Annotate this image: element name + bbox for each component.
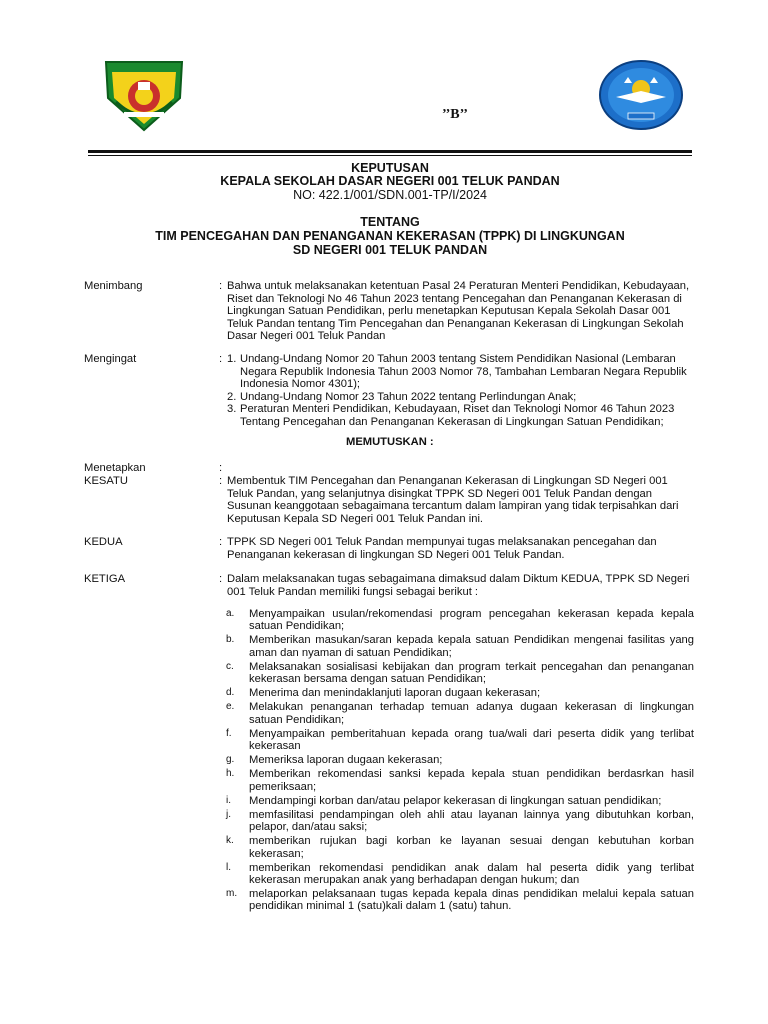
function-item: e. Melakukan penanganan terhadap temuan adanya dugaan kekerasan di lingkungan satuan Pendidikan; [226, 701, 694, 726]
mengingat-label: Mengingat [84, 353, 137, 365]
kedua-colon: : [219, 536, 223, 548]
menetapkan-label: Menetapkan [84, 462, 146, 474]
kesatu-text: Membentuk TIM Pencegahan dan Penanganan Kekerasan di Lingkungan SD Negeri 001 Teluk Pandan, yang selanjutnya disingkat TPPK SD Negeri 001 Teluk Pandan dengan Susunan keanggotaan sebagaimana tercantum dalam lampiran yang tidak terpisahkan dari Keputusan Kepala SD Negeri 001 Teluk Pandan ini. [227, 475, 679, 525]
decree-number: NO: 422.1/001/SDN.001-TP/I/2024 [293, 188, 487, 202]
kesatu-colon: : [219, 475, 223, 487]
function-item: k. memberikan rujukan bagi korban ke layanan sesuai dengan kebutuhan korban kekerasan; [226, 835, 694, 860]
tentang-heading: TENTANG [360, 215, 420, 229]
document-marker: ’’B’’ [442, 107, 468, 122]
menetapkan-colon: : [219, 462, 223, 474]
kedua-text: TPPK SD Negeri 001 Teluk Pandan mempunyai tugas melaksanakan pencegahan dan Penanganan kekerasan di lingkungan SD Negeri 001 Teluk Pandan. [227, 536, 657, 561]
menimbang-text: Bahwa untuk melaksanakan ketentuan Pasal 24 Peraturan Menteri Pendidikan, Kebudayaan, Riset dan Teknologi No 46 Tahun 2023 tentang Pencegahan dan Penanganan Kekerasan di Lingkungan Satuan Pendidikan, perlu menetapkan Keputusan Kepala Sekolah Dasar 001 Teluk Pandan tentang Tim Pencegahan dan Penanganan Kekerasan di Lingkungan Sekolah Dasar Negeri 001 Teluk Pandan [227, 280, 690, 343]
header-divider-thick [88, 150, 692, 153]
mengingat-item: 1. Undang-Undang Nomor 20 Tahun 2003 tentang Sistem Pendidikan Nasional (Lembaran Negara Republik Indonesia Tahun 2003 Nomor 78, Tambahan Lembaran Negara Republik Indonesia Nomor 4301); [227, 353, 687, 391]
function-item: b. Memberikan masukan/saran kepada kepala satuan Pendidikan mengenai fasilitas yang aman dan nyaman di satuan Pendidikan; [226, 634, 694, 659]
menimbang-colon: : [219, 280, 223, 292]
ketiga-text: Dalam melaksanakan tugas sebagaimana dimaksud dalam Diktum KEDUA, TPPK SD Negeri 001 Teluk Pandan memiliki fungsi sebagai berikut : [227, 573, 690, 598]
mengingat-colon: : [219, 353, 223, 365]
ketiga-function-list [226, 608, 694, 915]
function-item: m. melaporkan pelaksanaan tugas kepada kepala dinas pendidikan melalui kepala satuan pendidikan minimal 1 (satu)kali dalam 1 (satu) tahun. [226, 888, 694, 913]
function-item: f. Menyampaikan pemberitahuan kepada orang tua/wali dari peserta didik yang terlibat kekerasan [226, 727, 694, 753]
function-item: l. memberikan rekomendasi pendidikan anak dalam hal peserta didik yang terlibat kekerasan merupakan anak yang berhadapan dengan hukum; dan [226, 861, 694, 887]
mengingat-item: 3. Peraturan Menteri Pendidikan, Kebudayaan, Riset dan Teknologi Nomor 46 Tahun 2023 Tentang Pencegahan dan Penanganan Kekerasan di Lingkungan Satuan Pendidikan; [227, 403, 675, 428]
kedua-label: KEDUA [84, 536, 123, 548]
issuer-heading: KEPALA SEKOLAH DASAR NEGERI 001 TELUK PANDAN [220, 174, 560, 188]
regency-emblem-logo [102, 58, 186, 132]
decree-heading: KEPUTUSAN [351, 161, 429, 175]
memutuskan-heading: MEMUTUSKAN : [346, 436, 434, 448]
function-item: h. Memberikan rekomendasi sanksi kepada kepala stuan pendidikan berdasrkan hasil pemeriksaan; [226, 768, 694, 793]
function-item: c. Melaksanakan sosialisasi kebijakan dan program terkait pencegahan dan penanganan kekerasan bersama dengan satuan Pendidikan; [226, 660, 694, 686]
function-item: g. Memeriksa laporan dugaan kekerasan; [226, 754, 443, 767]
kesatu-label: KESATU [84, 475, 128, 487]
ketiga-colon: : [219, 573, 223, 585]
function-item: a. Menyampaikan usulan/rekomendasi program pencegahan kekerasan kepada kepala satuan Pendidikan; [226, 608, 694, 633]
mengingat-list [227, 353, 692, 429]
subject-line-1: TIM PENCEGAHAN DAN PENANGANAN KEKERASAN (TPPK) DI LINGKUNGAN [155, 229, 625, 243]
menimbang-label: Menimbang [84, 280, 143, 292]
function-item: d. Menerima dan menindaklanjuti laporan dugaan kekerasan; [226, 687, 541, 700]
subject-line-2: SD NEGERI 001 TELUK PANDAN [292, 243, 488, 257]
header-divider-thin [88, 155, 692, 156]
function-item: i. Mendampingi korban dan/atau pelapor kekerasan di lingkungan satuan pendidikan; [226, 794, 662, 807]
function-item: j. memfasilitasi pendampingan oleh ahli atau layanan lainnya yang dibutuhkan korban, pelapor, dan/atau saksi; [226, 809, 694, 834]
school-emblem-logo [598, 59, 684, 131]
ketiga-label: KETIGA [84, 573, 126, 585]
mengingat-item: 2. Undang-Undang Nomor 23 Tahun 2022 tentang Perlindungan Anak; [227, 390, 577, 403]
